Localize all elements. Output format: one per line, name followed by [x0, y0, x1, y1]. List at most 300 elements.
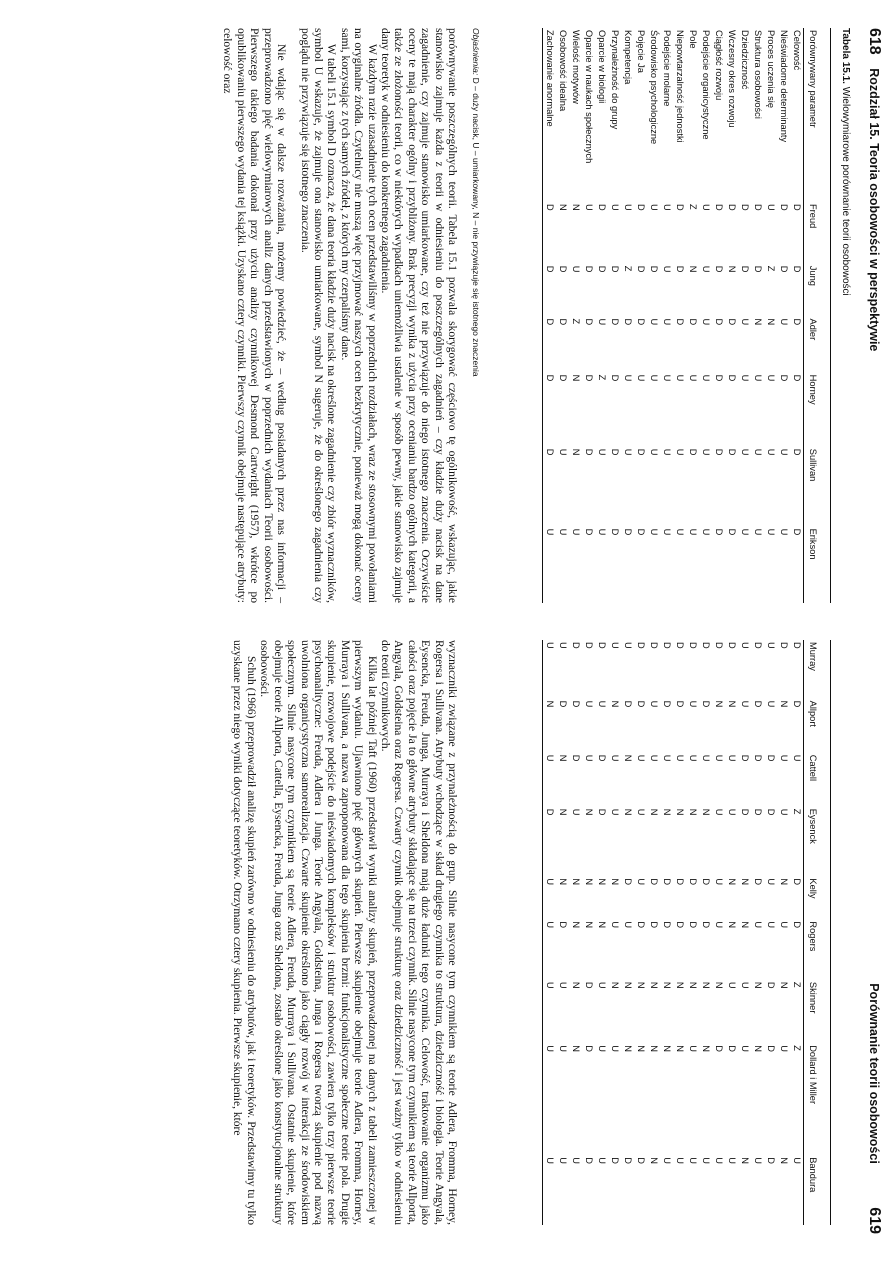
- rating-cell: D: [753, 204, 763, 211]
- rating-cell: N: [649, 981, 659, 989]
- rating-cell: D: [662, 700, 672, 708]
- table-row: [725, 640, 738, 1225]
- rating-cell: U: [649, 528, 659, 536]
- rating-cell: U: [766, 921, 776, 929]
- rating-cell: D: [610, 448, 620, 456]
- parameter-name: Oparcie w naukach społecznych: [584, 30, 594, 164]
- comparison-table-right: [542, 640, 831, 1225]
- rating-cell: N: [571, 981, 581, 989]
- rating-cell: N: [675, 808, 685, 816]
- rating-cell: N: [727, 700, 737, 708]
- rating-cell: D: [727, 448, 737, 456]
- rating-cell: N: [662, 1045, 672, 1052]
- rating-cell: D: [636, 318, 646, 326]
- rating-cell: D: [675, 265, 685, 273]
- rating-cell: U: [675, 1157, 685, 1164]
- rating-cell: U: [597, 448, 607, 456]
- rating-cell: U: [701, 204, 711, 211]
- rating-cell: U: [597, 528, 607, 536]
- rating-cell: U: [753, 528, 763, 536]
- rating-cell: U: [623, 204, 633, 211]
- table-row: [764, 28, 777, 603]
- rating-cell: U: [649, 318, 659, 326]
- column-header: Porównywany parametr: [804, 28, 831, 202]
- rating-cell: U: [675, 374, 685, 382]
- rating-cell: D: [701, 700, 711, 708]
- rating-cell: D: [688, 448, 698, 456]
- rating-cell: D: [571, 754, 581, 762]
- table-row: [686, 640, 699, 1225]
- rating-cell: U: [675, 528, 685, 536]
- rating-cell: N: [740, 878, 750, 886]
- rating-cell: U: [584, 754, 594, 762]
- rating-cell: U: [649, 374, 659, 382]
- rating-cell: U: [766, 528, 776, 536]
- rating-cell: D: [597, 642, 607, 649]
- rating-cell: N: [543, 699, 557, 753]
- left-page-number: 618: [866, 28, 883, 55]
- rating-cell: U: [558, 981, 568, 989]
- rating-cell: U: [753, 921, 763, 929]
- rating-cell: D: [675, 318, 685, 326]
- rating-cell: U: [753, 1157, 763, 1164]
- rating-cell: N: [558, 808, 568, 816]
- table-row: [673, 640, 686, 1225]
- rating-cell: U: [779, 448, 789, 456]
- rating-cell: U: [649, 700, 659, 708]
- rating-cell: U: [623, 448, 633, 456]
- rating-cell: D: [662, 642, 672, 649]
- rating-cell: D: [597, 754, 607, 762]
- table-row: [712, 640, 725, 1225]
- gutter: [0, 618, 893, 626]
- rating-cell: U: [701, 318, 711, 326]
- left-running-head: [865, 28, 883, 351]
- rating-cell: D: [543, 202, 557, 264]
- left-running-head-text: Rozdział 15. Teoria osobowości w perspektywie: [867, 68, 881, 352]
- rating-cell: D: [792, 528, 802, 536]
- rating-cell: U: [558, 642, 568, 649]
- rating-cell: D: [636, 921, 646, 929]
- rating-cell: D: [727, 318, 737, 326]
- right-running-head-text: Porównanie teorii osobowości: [867, 983, 881, 1164]
- rating-cell: D: [558, 700, 568, 708]
- rating-cell: U: [792, 754, 802, 762]
- rating-cell: U: [688, 1045, 698, 1052]
- rating-cell: D: [779, 204, 789, 211]
- rating-cell: N: [675, 981, 685, 989]
- rating-cell: D: [636, 642, 646, 649]
- rating-cell: D: [727, 642, 737, 649]
- rating-cell: U: [649, 754, 659, 762]
- table-row: [790, 640, 804, 1225]
- rating-cell: U: [623, 642, 633, 649]
- table-row: [543, 640, 557, 1225]
- table-row: [608, 640, 621, 1225]
- column-header: Rogers: [804, 919, 831, 980]
- table-row: [699, 640, 712, 1225]
- rating-cell: N: [623, 981, 633, 989]
- rating-cell: Z: [792, 1045, 802, 1051]
- table-row: [595, 640, 608, 1225]
- rating-cell: U: [610, 754, 620, 762]
- rating-cell: D: [558, 265, 568, 273]
- rating-cell: U: [597, 1157, 607, 1164]
- rating-cell: Z: [597, 374, 607, 381]
- rating-cell: D: [688, 642, 698, 649]
- column-header: Adler: [804, 317, 831, 373]
- rating-cell: D: [766, 754, 776, 762]
- rating-cell: U: [766, 642, 776, 649]
- parameter-name: Osobowość idealna: [558, 30, 568, 112]
- rating-cell: D: [753, 878, 763, 886]
- column-header: Horney: [804, 373, 831, 447]
- rating-cell: D: [714, 204, 724, 211]
- rating-cell: U: [714, 1157, 724, 1164]
- rating-cell: D: [584, 1157, 594, 1164]
- rating-cell: N: [675, 1045, 685, 1052]
- table-note-text: D – duży nacisk, U – umiarkowany, N – nie przywiązuje się istotnego znaczenia: [471, 77, 481, 377]
- rating-cell: N: [701, 808, 711, 816]
- parameter-name: Środowisko psychologiczne: [649, 30, 659, 145]
- rating-cell: D: [688, 878, 698, 886]
- rating-cell: D: [792, 642, 802, 649]
- rating-cell: U: [610, 921, 620, 929]
- rating-cell: N: [740, 1157, 750, 1164]
- rating-cell: U: [766, 374, 776, 382]
- rating-cell: U: [779, 318, 789, 326]
- rating-cell: U: [543, 640, 557, 699]
- parameter-name: Pojęcie Ja: [636, 30, 646, 73]
- rating-cell: D: [662, 878, 672, 886]
- rating-cell: D: [662, 921, 672, 929]
- rating-cell: D: [636, 265, 646, 273]
- rating-cell: N: [779, 700, 789, 708]
- rating-cell: U: [597, 700, 607, 708]
- rating-cell: U: [779, 528, 789, 536]
- rating-cell: U: [766, 204, 776, 211]
- rating-cell: U: [571, 1157, 581, 1164]
- rating-cell: N: [623, 1045, 633, 1052]
- table-row: [569, 640, 582, 1225]
- rating-cell: U: [636, 808, 646, 816]
- column-header: Freud: [804, 202, 831, 264]
- rating-cell: U: [597, 981, 607, 989]
- rating-cell: U: [636, 878, 646, 886]
- rating-cell: Z: [571, 318, 581, 325]
- rating-cell: U: [543, 527, 557, 603]
- rating-cell: N: [649, 808, 659, 816]
- rating-cell: D: [543, 373, 557, 447]
- parameter-name: Nieświadome determinanty: [779, 30, 789, 143]
- rating-cell: U: [766, 700, 776, 708]
- rating-cell: D: [701, 921, 711, 929]
- parameter-name: Podejście organicystyczne: [701, 30, 711, 140]
- rating-cell: U: [740, 642, 750, 649]
- rating-cell: U: [543, 980, 557, 1043]
- rating-cell: D: [766, 981, 776, 989]
- rating-cell: N: [623, 754, 633, 762]
- rating-cell: D: [792, 204, 802, 211]
- rating-cell: D: [792, 374, 802, 382]
- parameter-name: Wczesny okres rozwoju: [727, 30, 737, 128]
- rating-cell: N: [584, 808, 594, 816]
- rating-cell: U: [740, 1045, 750, 1052]
- rating-cell: N: [662, 808, 672, 816]
- rating-cell: U: [740, 700, 750, 708]
- rating-cell: U: [543, 753, 557, 807]
- rating-cell: N: [688, 808, 698, 816]
- paragraph: wyznaczniki związane z przynależnością do grup. Silnie nasycone tym czynnikiem są teorie Adlera, Fromma, Horney, Rogersa i Sullivana. Atrybuty wchodzące w skład drugiego czynnika to struktura, dziedziczność i biologia. Teorie Angyala, Eysencka, Freuda, Junga, Murraya i Sheldona mają duże ładunki tego czynnika. Celowość, traktowanie organizmu jako całości oraz pojęcie Ja to główne atrybuty składające się na trzeci czynnik. Silnie nasycone tym czynnikiem są teorie Allporta, Angyala, Goldsteina oraz Rogersa. Czwarty czynnik obejmuje strukturę oraz dziedziczność i jest ważny tylko w odniesieniu do teorii czynnikowych.: [378, 640, 458, 1225]
- rating-cell: D: [636, 1157, 646, 1164]
- rating-cell: D: [753, 642, 763, 649]
- rating-cell: D: [766, 1157, 776, 1164]
- rating-cell: U: [662, 528, 672, 536]
- rating-cell: U: [543, 919, 557, 980]
- rating-cell: D: [792, 878, 802, 886]
- rating-cell: N: [597, 921, 607, 929]
- rating-cell: U: [649, 448, 659, 456]
- rating-cell: U: [558, 448, 568, 456]
- paragraph: Nie wdając się w dalsze rozważania, możemy powiedzieć, że – według posiadanych przez nas informacji – przeprowadzono pięć wielowymiarowych analiz danych przedstawionych w poprzednich wydaniach Teorii osobowości. Pierwszego takiego badania dokonał przy użyciu analizy czynnikowej Desmond Cartwright (1957), wkrótce po opublikowaniu pierwszego wydania tej książki. Uzyskano cztery czynniki. Pierwszy czynnik obejmuje następujące atrybuty: celowość oraz: [221, 28, 288, 603]
- column-header: Bandura: [804, 1155, 831, 1225]
- rating-cell: U: [740, 981, 750, 989]
- rating-cell: N: [753, 318, 763, 326]
- rating-cell: N: [727, 878, 737, 886]
- table-row: [699, 28, 712, 603]
- rating-cell: U: [636, 754, 646, 762]
- parameter-name: Niepowtarzalność jednostki: [675, 30, 685, 143]
- rating-cell: U: [662, 754, 672, 762]
- rating-cell: U: [636, 374, 646, 382]
- rating-cell: D: [753, 700, 763, 708]
- rating-cell: U: [727, 808, 737, 816]
- rating-cell: U: [701, 448, 711, 456]
- rating-cell: N: [688, 981, 698, 989]
- table-row: [777, 28, 790, 603]
- table-row: [660, 640, 673, 1225]
- rating-cell: Z: [623, 265, 633, 272]
- rating-cell: N: [766, 318, 776, 326]
- right-page: [0, 640, 893, 1240]
- rating-cell: D: [727, 374, 737, 382]
- comparison-table-left: [542, 28, 831, 603]
- rating-cell: D: [584, 642, 594, 649]
- table-header-row: [804, 640, 831, 1225]
- rating-cell: D: [623, 700, 633, 708]
- table-row: [621, 28, 634, 603]
- rating-cell: D: [623, 878, 633, 886]
- rating-cell: U: [623, 921, 633, 929]
- rating-cell: D: [558, 374, 568, 382]
- column-header: Kelly: [804, 876, 831, 919]
- column-header: Skinner: [804, 980, 831, 1043]
- rating-cell: D: [792, 448, 802, 456]
- parameter-name: Celowość: [792, 30, 802, 71]
- table-row: [673, 28, 686, 603]
- rating-cell: N: [714, 700, 724, 708]
- rating-cell: D: [584, 528, 594, 536]
- rating-cell: D: [753, 754, 763, 762]
- rating-cell: U: [701, 528, 711, 536]
- rating-cell: U: [727, 754, 737, 762]
- rating-cell: D: [753, 808, 763, 816]
- parameter-name: Zachowanie anormalne: [543, 28, 557, 202]
- rating-cell: D: [543, 264, 557, 317]
- rating-cell: D: [740, 808, 750, 816]
- paragraph: W tabeli 15.1 symbol D oznacza, że dana teoria kładzie duży nacisk na określone zagadnienie czy zbiór wyznaczników, symbol U wskazuje, że zajmuje ona stanowisko umiarkowane, symbol N sugeruje, że do określonego zagadnienia czy poglądu nie przywiązuje się istotnego znaczenia.: [298, 28, 338, 603]
- rating-cell: N: [610, 878, 620, 886]
- rating-cell: D: [714, 448, 724, 456]
- table-row: [764, 640, 777, 1225]
- rating-cell: D: [558, 318, 568, 326]
- rating-cell: D: [779, 374, 789, 382]
- rating-cell: N: [688, 265, 698, 273]
- rating-cell: D: [571, 642, 581, 649]
- rating-cell: D: [584, 448, 594, 456]
- rating-cell: D: [675, 878, 685, 886]
- rating-cell: D: [610, 528, 620, 536]
- table-row: [634, 640, 647, 1225]
- table-row: [751, 640, 764, 1225]
- rating-cell: N: [584, 921, 594, 929]
- rating-cell: U: [740, 448, 750, 456]
- rating-cell: U: [766, 878, 776, 886]
- rating-cell: D: [597, 265, 607, 273]
- rating-cell: D: [636, 448, 646, 456]
- rating-cell: N: [597, 878, 607, 886]
- table-note-label: Objaśnienia:: [471, 28, 481, 76]
- rating-cell: D: [649, 265, 659, 273]
- rating-cell: N: [727, 921, 737, 929]
- parameter-name: Wielość motywów: [571, 30, 581, 104]
- rating-cell: D: [701, 642, 711, 649]
- rating-cell: U: [714, 754, 724, 762]
- rating-cell: U: [571, 265, 581, 273]
- rating-cell: N: [649, 1157, 659, 1164]
- rating-cell: U: [740, 318, 750, 326]
- rating-cell: U: [543, 876, 557, 919]
- table-header-row: [804, 28, 831, 603]
- rating-cell: U: [558, 528, 568, 536]
- rating-cell: N: [779, 981, 789, 989]
- table-caption-label: Tabela 15.1.: [840, 28, 851, 84]
- rating-cell: N: [636, 1045, 646, 1052]
- rating-cell: U: [623, 374, 633, 382]
- rating-cell: N: [584, 878, 594, 886]
- rating-cell: N: [701, 1045, 711, 1052]
- parameter-name: Ciągłość rozwoju: [714, 30, 724, 101]
- rating-cell: U: [701, 1157, 711, 1164]
- rating-cell: Z: [766, 265, 776, 272]
- rating-cell: D: [649, 878, 659, 886]
- paragraph: Schuh (1966) przeprowadził analizę skupień zarówno w odniesieniu do atrybutów, jak i teoretyków. Przedstawimy tu tylko uzyskane przez niego wyniki dotyczące teoretyków. Otrzymano cztery skupienia. Pierwsze skupienie, które: [231, 640, 257, 1225]
- table-row: [582, 640, 595, 1225]
- rating-cell: D: [779, 265, 789, 273]
- table-row: [569, 28, 582, 603]
- table-row: [738, 640, 751, 1225]
- rating-cell: U: [714, 921, 724, 929]
- table-row: [712, 28, 725, 603]
- rating-cell: U: [675, 754, 685, 762]
- rating-cell: U: [649, 204, 659, 211]
- right-running-head: [865, 983, 883, 1234]
- parameter-name: Przynależność do grupy: [610, 30, 620, 130]
- rating-cell: U: [779, 1045, 789, 1052]
- table-caption: [840, 28, 851, 296]
- column-header: Murray: [804, 640, 831, 699]
- rating-cell: D: [688, 318, 698, 326]
- left-page: [0, 0, 893, 612]
- rating-cell: D: [543, 447, 557, 527]
- rating-cell: N: [779, 1157, 789, 1164]
- rating-cell: D: [740, 265, 750, 273]
- rating-cell: D: [610, 318, 620, 326]
- table-caption-text: Wielowymiarowe porównanie teorii osobowości: [840, 86, 851, 296]
- rating-cell: N: [649, 1045, 659, 1052]
- rating-cell: D: [675, 921, 685, 929]
- rating-cell: U: [584, 700, 594, 708]
- table-row: [777, 640, 790, 1225]
- rating-cell: D: [597, 204, 607, 211]
- rating-cell: D: [675, 700, 685, 708]
- rating-cell: U: [753, 448, 763, 456]
- rating-cell: N: [623, 808, 633, 816]
- rating-cell: D: [610, 265, 620, 273]
- rating-cell: N: [571, 1045, 581, 1052]
- rating-cell: U: [714, 808, 724, 816]
- rating-cell: D: [766, 808, 776, 816]
- left-body-text: [220, 28, 458, 603]
- rating-cell: U: [714, 878, 724, 886]
- rating-cell: D: [584, 318, 594, 326]
- rating-cell: U: [688, 1157, 698, 1164]
- column-header: Eysenck: [804, 807, 831, 877]
- rating-cell: U: [740, 528, 750, 536]
- rating-cell: U: [688, 374, 698, 382]
- rating-cell: U: [662, 318, 672, 326]
- rating-cell: U: [597, 318, 607, 326]
- column-header: Dollard i Miller: [804, 1043, 831, 1155]
- rating-cell: D: [714, 1045, 724, 1052]
- table-row: [660, 28, 673, 603]
- rating-cell: D: [727, 1045, 737, 1052]
- rating-cell: U: [701, 374, 711, 382]
- rating-cell: D: [688, 921, 698, 929]
- column-header: Sullivan: [804, 447, 831, 527]
- table-row: [790, 28, 804, 603]
- rating-cell: U: [558, 1157, 568, 1164]
- rating-cell: U: [662, 374, 672, 382]
- rating-cell: D: [623, 318, 633, 326]
- rating-cell: U: [543, 1155, 557, 1225]
- column-header: Allport: [804, 699, 831, 753]
- rating-cell: U: [740, 374, 750, 382]
- parameter-name: Struktura osobowości: [753, 30, 763, 119]
- rating-cell: D: [584, 265, 594, 273]
- rating-cell: N: [571, 374, 581, 382]
- rating-cell: N: [571, 448, 581, 456]
- rating-cell: D: [766, 1045, 776, 1052]
- rating-cell: Z: [792, 808, 802, 815]
- rating-cell: D: [584, 981, 594, 989]
- right-page-number: 619: [866, 1207, 883, 1234]
- rating-cell: N: [662, 981, 672, 989]
- table-row: [621, 640, 634, 1225]
- table-note: [471, 28, 481, 377]
- paragraph: porównywanie poszczególnych teorii. Tabela 15.1 pozwala skorygować częściowo tę ogólnikowość, wskazując, jakie stanowisko zajmuje każda z teorii w odniesieniu do poszczególnych zagadnień – czy kładzie duży nacisk na dane zagadnienie, czy zajmuje stanowisko umiarkowane, czy też nie przywiązuje do niego istotnego znaczenia. Oczywiście oceny te mają charakter ogólny i przybliżony. Brak precyzji wynika z użycia przy ocenianiu bardzo ogólnych kategorii, a także ze złożoności teorii, co w niektórych wypadkach uniemożliwia ustalenie w sposób pewny, jakie stanowisko zajmuje dany teoretyk w odniesieniu do konkretnego zagadnienia.: [378, 28, 458, 603]
- rating-cell: D: [623, 1157, 633, 1164]
